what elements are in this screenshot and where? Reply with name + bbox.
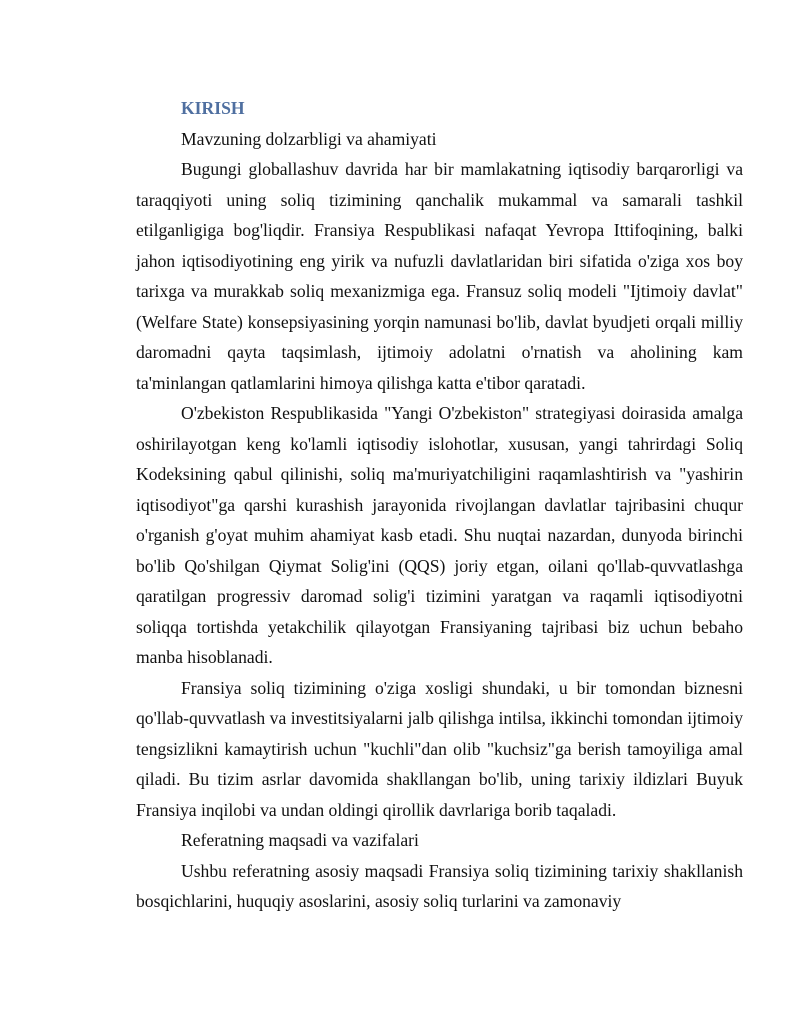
paragraph-3: Fransiya soliq tizimining o'ziga xosligi shundaki, u bir tomondan biznesni qo'llab-quvvatlash va investitsiyalarni jalb qilishga intilsa, ikkinchi tomondan ijtimoiy tengsizlikni kamaytirish uchun "kuchli"dan olib "kuchsiz"ga berish tamoyiliga amal qiladi. Bu tizim asrlar davomida shakllangan bo'lib, uning tarixiy ildizlari Buyuk Fransiya inqilobi va undan oldingi qirollik davrlariga borib taqaladi. bbox=[136, 677, 743, 820]
paragraph-2: O'zbekiston Respublikasida "Yangi O'zbekiston" strategiyasi doirasida amalga oshirilayotgan keng ko'lamli iqtisodiy islohotlar, xususan, yangi tahrirdagi Soliq Kodeksining qabul qilinishi, soliq ma'muriyatchiligini raqamlashtirish va "yashirin iqtisodiyot"ga qarshi kurashish jarayonida rivojlangan davlatlar tajribasini chuqur o'rganish g'oyat muhim ahamiyat kasb etadi. Shu nuqtai nazardan, dunyoda birinchi bo'lib Qo'shilgan Qiymat Solig'ini (QQS) joriy etgan, oilani qo'llab-quvvatlashga qaratilgan progressiv daromad solig'i tizimini yaratgan va raqamli iqtisodiyotni soliqqa tortishda yetakchilik qilayotgan Fransiyaning tajribasi biz uchun bebaho manba hisoblanadi. bbox=[136, 403, 743, 667]
subheading-goals: Referatning maqsadi va vazifalari bbox=[181, 830, 419, 850]
paragraph-4: Ushbu referatning asosiy maqsadi Fransiya soliq tizimining tarixiy shakllanish bosqichlarini, huquqiy asoslarini, asosiy soliq turlarini va zamonaviy bbox=[136, 860, 743, 911]
paragraph-1: Bugungi globallashuv davrida har bir mamlakatning iqtisodiy barqarorligi va taraqqiyoti uning soliq tizimining qanchalik mukammal va samarali tashkil etilganligiga bog'liqdir. Fransiya Respublikasi nafaqat Yevropa Ittifoqining, balki jahon iqtisodiyotining eng yirik va nufuzli davlatlaridan biri sifatida o'ziga xos boy tarixga va murakkab soliq mexanizmiga ega. Fransuz soliq modeli "Ijtimoiy davlat" (Welfare State) konsepsiyasining yorqin namunasi bo'lib, davlat byudjeti orqali milliy daromadni qayta taqsimlash, ijtimoiy adolatni o'rnatish va aholining kam ta'minlangan qatlamlarini himoya qilishga katta e'tibor qaratadi. bbox=[136, 159, 743, 393]
document-page bbox=[136, 93, 743, 917]
section-heading: KIRISH bbox=[181, 98, 245, 118]
subheading-relevance: Mavzuning dolzarbligi va ahamiyati bbox=[181, 128, 437, 149]
